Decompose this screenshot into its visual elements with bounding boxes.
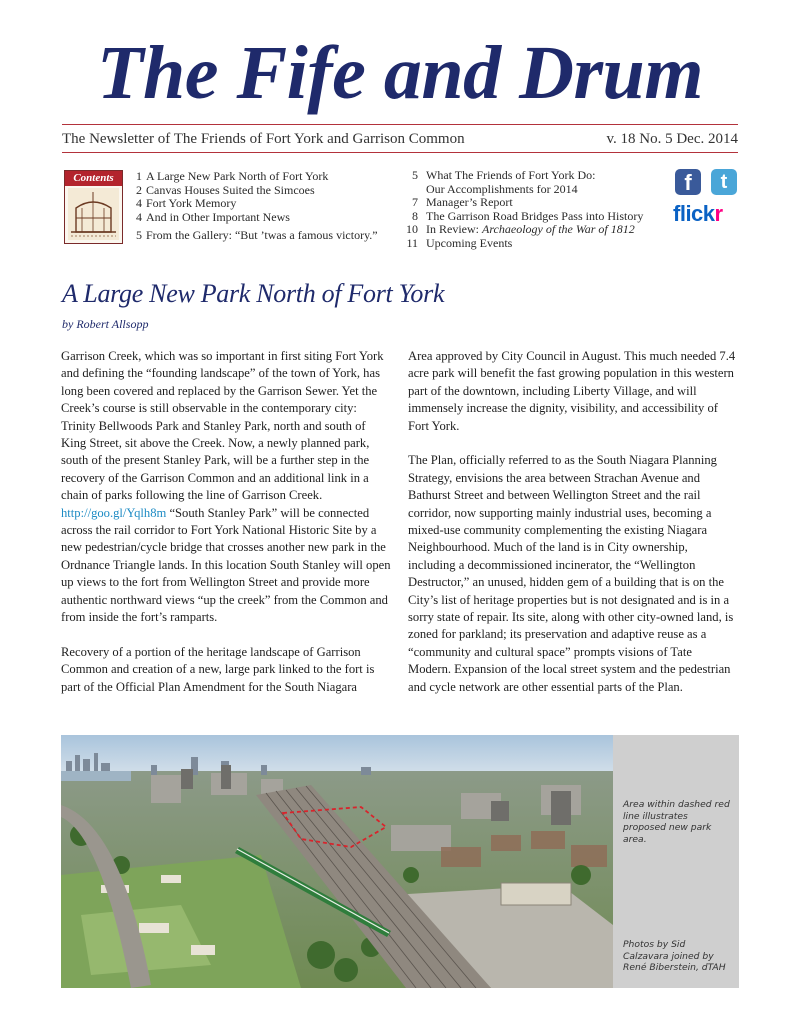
article-link[interactable]: http://goo.gl/Yqlh8m [61,505,167,520]
fort-illustration-icon [68,188,119,240]
photo-credit: Photos by Sid Calzavara joined by René Biberstein, dTAH [623,939,726,973]
toc-item[interactable]: 7 Manager’s Report [412,195,513,209]
toc-left [130,170,400,243]
toc-item[interactable]: 5 What The Friends of Fort York Do: Our Accomplishments for 2014 [412,168,596,196]
toc-right [404,169,664,250]
article-headline: A Large New Park North of Fort York [62,279,445,308]
masthead-rule-top [62,124,738,125]
issue-info: v. 18 No. 5 Dec. 2014 [606,131,738,147]
photo-caption-panel [613,735,739,988]
contents-box [64,170,123,244]
flickr-logo[interactable]: flickr [673,201,723,226]
twitter-icon[interactable]: t [711,169,737,195]
toc-item[interactable]: 4 Fort York Memory [136,196,237,210]
aerial-photo [61,735,613,988]
masthead-rule-bottom [62,152,738,153]
facebook-icon[interactable]: f [675,169,701,195]
toc-item[interactable]: 1 A Large New Park North of Fort York [136,169,329,183]
newsletter-subtitle: The Newsletter of The Friends of Fort York and Garrison Common [62,131,465,147]
toc-item[interactable]: 5 From the Gallery: “But ’twas a famous victory.” [136,228,378,242]
aerial-photo-image [61,735,613,988]
article-column-right [408,348,738,714]
article-paragraph: The Plan, officially referred to as the South Niagara Planning Strategy, envisions the area between Strachan Avenue and Bathurst Street and between Wellington Street and the rail corridor, now supporting mainly industrial uses, becoming a mixed-use community complementing the existing Niagara Neighbourhood. Much of the land is in City ownership, including a decommissioned incinerator, the “Wellington Destructor,” an unused, hidden gem of a building that is on the City’s list of heritage properties but is not designated and is in a sorry state of repair. Its site, along with other city-owned land, is zoned for parkland; its preservation and adaptive reuse as a “community and cultural space” prompts visions of Tate Modern. Expansion of the local street system and the pedestrian and cycle network are other essential parts of the Plan. [408,453,734,694]
article-paragraph: Recovery of a portion of the heritage landscape of Garrison Common and creation of a new, large park linked to the fort is part of the Official Plan Amendment for the South Niagara [61,644,375,694]
toc-item[interactable]: 2 Canvas Houses Suited the Simcoes [136,182,315,197]
newsletter-title: The Fife and Drum [97,31,703,115]
article-byline: by Robert Allsopp [62,317,149,331]
toc-item[interactable]: 11 Upcoming Events [406,235,513,250]
toc-item[interactable]: 8 The Garrison Road Bridges Pass into History [412,208,644,223]
article-paragraph: Garrison Creek, which was so important in first siting Fort York and defining the “founding landscape” of the town of York, has long been covered and replaced by the Garrison Sewer. Yet the Creek’s course is still observable in the contemporary city: Trinity Bellwoods Park and Stanley Park, north and south of King Street, sit above the Creek. Now, a newly planned park, south of the present Stanley Park, will be a further step in the recovery of the Garrison Common and an additional link in a chain of parks following the line of Garrison Creek. http://goo.gl/Yqlh8m “South Stanley Park” will be connected across the rail corridor to Fort York National Historic Site by a new pedestrian/cycle bridge that crosses another new park in the Ordnance Triangle lands. In this location South Stanley will open up views to the fort from Wellington Street and provide more authentic northward views “up the creek” from the Common and from inside the fort’s ramparts. [61,349,391,625]
photo-caption-area: Area within dashed red line illustrates proposed new park area. [623,799,730,845]
toc-item[interactable]: 4 And in Other Important News [136,209,290,224]
contents-label: Contents [65,171,122,186]
article-paragraph: Area approved by City Council in August. This much needed 7.4 acre park will benefit the fast growing population in this western part of the downtown, including Liberty Village, and will immensely increase the dignity, visibility, and accessibility of Fort York. [408,349,736,433]
toc-item[interactable]: 10 In Review: Archaeology of the War of 1812 [406,222,635,236]
article-column-left [61,348,391,714]
